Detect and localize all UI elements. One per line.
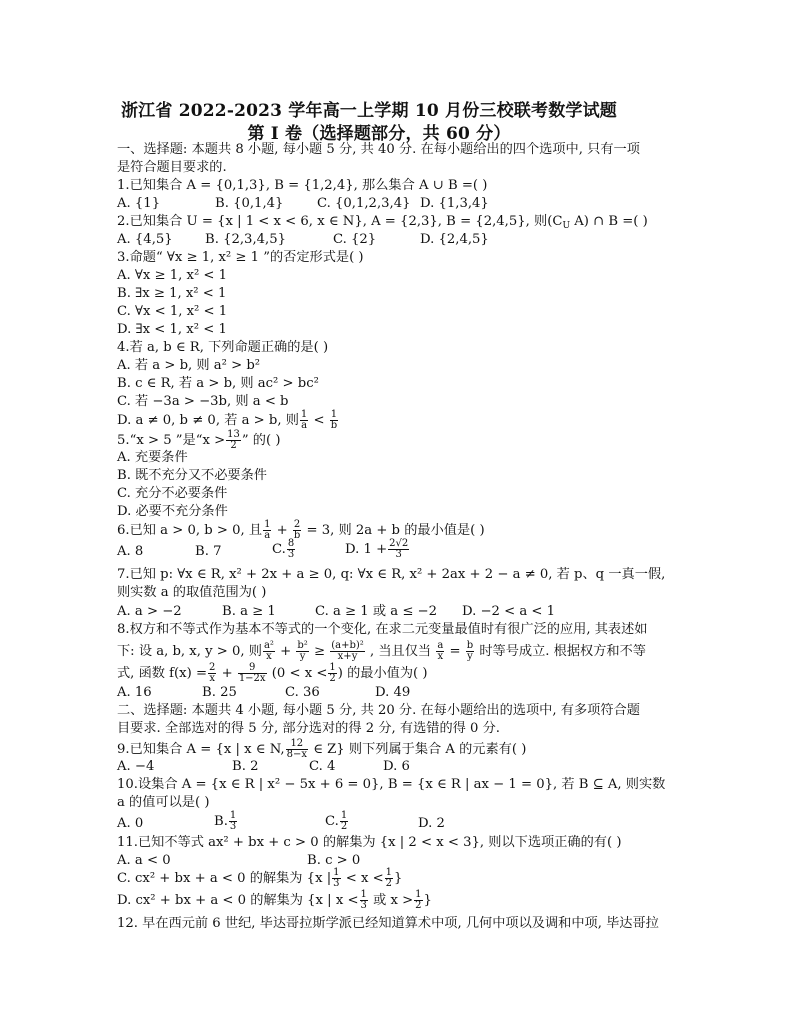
fraction xyxy=(263,520,271,541)
denominator: a xyxy=(264,530,271,541)
fraction xyxy=(414,890,422,911)
fraction xyxy=(466,641,474,662)
question-10-stem-line1: 10.设集合 A = {x ∈ R | x² − 5x + 6 = 0}, B = {x ∈ R | ax − 1 = 0}, 若 B ⊆ A, 则实数 xyxy=(117,777,666,792)
section2-intro-line1: 二、选择题: 本题共 4 小题, 每小题 5 分, 共 20 分. 在每小题给出的选项中, 有多项符合题 xyxy=(117,703,640,718)
fraction xyxy=(226,430,241,451)
fraction xyxy=(360,890,368,911)
numerator: 2 xyxy=(293,519,301,530)
option-text: } xyxy=(423,893,432,908)
option-d: D. −2 < a < 1 xyxy=(462,604,556,619)
complement-subscript: U xyxy=(562,221,571,231)
denominator: x+y xyxy=(337,651,358,662)
option-text: < x < xyxy=(341,871,384,886)
question-6-stem xyxy=(117,520,485,541)
fraction xyxy=(328,663,336,684)
question-6-options xyxy=(117,538,677,565)
denominator: b xyxy=(330,420,338,431)
option-text: C. xyxy=(272,542,286,557)
option-text: B. xyxy=(214,814,228,829)
stem-part: A) ∩ B =( ) xyxy=(570,214,648,229)
option-d: D. 49 xyxy=(375,685,411,700)
option-b: B. {2,3,4,5} xyxy=(205,232,286,247)
question-11-stem: 11.已知不等式 ax² + bx + c > 0 的解集为 {x | 2 < x < 3}, 则以下选项正确的有( ) xyxy=(117,835,622,850)
option-text: } xyxy=(394,871,403,886)
option-text: < xyxy=(309,413,329,428)
fraction xyxy=(229,811,237,832)
option-a: A. −4 xyxy=(117,759,155,774)
question-4-option-a: A. 若 a > b, 则 a² > b² xyxy=(117,358,261,373)
numerator: 1 xyxy=(229,810,237,821)
numerator: b xyxy=(466,640,474,651)
denominator: 2 xyxy=(329,673,336,684)
stem-part: 6.已知 a > 0, b > 0, 且 xyxy=(117,523,263,538)
section1-intro-line1: 一、选择题: 本题共 8 小题, 每小题 5 分, 共 40 分. 在每小题给出的四个选项中, 只有一项 xyxy=(117,142,640,157)
option-b: B. 2 xyxy=(232,759,259,774)
denominator: 3 xyxy=(229,821,237,832)
denominator: y xyxy=(467,651,473,662)
option-text: C. cx² + bx + a < 0 的解集为 {x | xyxy=(117,871,332,886)
stem-part: + xyxy=(272,523,292,538)
option-c: C. 4 xyxy=(309,759,336,774)
fraction xyxy=(385,868,393,889)
option-b: B. {0,1,4} xyxy=(215,196,284,211)
option-c xyxy=(325,811,349,832)
question-10-stem-line2: a 的值可以是( ) xyxy=(117,795,210,810)
option-b: B. 7 xyxy=(195,544,222,559)
numerator: 1 xyxy=(300,409,308,420)
option-text: D. a ≠ 0, b ≠ 0, 若 a > b, 则 xyxy=(117,413,299,428)
numerator: 8 xyxy=(287,538,295,549)
question-3-option-c: C. ∀x < 1, x² < 1 xyxy=(117,304,228,319)
option-d: D. {2,4,5} xyxy=(420,232,489,247)
numerator: 1 xyxy=(415,889,422,900)
option-text: 或 x > xyxy=(368,893,414,908)
option-a: A. a > −2 xyxy=(117,604,182,619)
numerator: a xyxy=(437,640,444,651)
stem-part: 下: 设 a, b, x, y > 0, 则 xyxy=(117,644,262,659)
stem-part: = xyxy=(445,644,465,659)
denominator: 2 xyxy=(385,878,393,889)
denominator: 8−x xyxy=(286,749,307,760)
section2-intro-line2: 目要求. 全部选对的得 5 分, 部分选对的得 2 分, 有选错的得 0 分. xyxy=(117,721,500,736)
question-3-stem: 3.命题“ ∀x ≥ 1, x² ≥ 1 ”的否定形式是( ) xyxy=(117,250,364,265)
denominator: 3 xyxy=(287,549,295,560)
exam-subtitle: 第 I 卷（选择题部分，共 60 分） xyxy=(247,124,511,144)
denominator: b xyxy=(293,530,301,541)
denominator: 2 xyxy=(340,821,348,832)
numerator: 1 xyxy=(264,519,271,530)
denominator: a xyxy=(301,420,308,431)
fraction xyxy=(238,663,267,684)
option-d: D. 6 xyxy=(383,759,410,774)
question-7-stem-line2: 则实数 a 的取值范围为( ) xyxy=(117,585,267,600)
denominator: 1−2x xyxy=(238,673,266,684)
fraction xyxy=(300,410,308,431)
fraction xyxy=(287,539,295,560)
question-3-option-d: D. ∃x < 1, x² < 1 xyxy=(117,322,227,337)
stem-part: ) 的最小值为( ) xyxy=(337,666,428,681)
question-9-stem xyxy=(117,739,526,760)
option-a: A. {4,5} xyxy=(117,232,173,247)
option-a: A. 0 xyxy=(117,816,144,831)
stem-part: ≥ xyxy=(309,644,330,659)
fraction xyxy=(296,641,308,662)
question-4-option-c: C. 若 −3a > −3b, 则 a < b xyxy=(117,394,289,409)
question-4-option-d xyxy=(117,410,339,431)
stem-part: (0 < x < xyxy=(267,666,328,681)
stem-part: ∈ Z} 则下列属于集合 A 的元素有( ) xyxy=(309,742,527,757)
section1-intro-line2: 是符合题目要求的. xyxy=(117,160,227,175)
question-5-option-c: C. 充分不必要条件 xyxy=(117,486,228,501)
fraction xyxy=(330,410,338,431)
option-b: B. 25 xyxy=(202,685,237,700)
denominator: 3 xyxy=(360,900,367,911)
stem-part: 2.已知集合 U = {x | 1 < x < 6, x ∈ N}, A = {2,3}, B = {2,4,5}, 则(C xyxy=(117,214,563,229)
stem-part: + xyxy=(275,644,296,659)
question-5-option-d: D. 必要不充分条件 xyxy=(117,504,228,519)
option-c: C. 36 xyxy=(285,685,320,700)
fraction xyxy=(330,641,365,662)
question-5-stem xyxy=(117,430,280,451)
question-3-option-b: B. ∃x ≥ 1, x² < 1 xyxy=(117,286,227,301)
question-7-stem-line1: 7.已知 p: ∀x ∈ R, x² + 2x + a ≥ 0, q: ∀x ∈ R, x² + 2ax + 2 − a ≠ 0, 若 p、q 一真一假, xyxy=(117,567,666,582)
option-b: B. a ≥ 1 xyxy=(222,604,276,619)
numerator: (a+b)² xyxy=(331,640,364,651)
option-b xyxy=(214,811,238,832)
option-text: D. 1 + xyxy=(345,542,388,557)
question-8-stem-line1: 8.权方和不等式作为基本不等式的一个变化, 在求二元变量最值时有很广泛的应用, 其表述如 xyxy=(117,622,648,637)
denominator: 2 xyxy=(230,440,237,451)
question-11-option-d xyxy=(117,890,432,911)
denominator: 2 xyxy=(415,900,422,911)
option-d: D. 2 xyxy=(418,816,445,831)
option-a: A. 16 xyxy=(117,685,152,700)
numerator: 1 xyxy=(360,889,367,900)
denominator: x xyxy=(437,651,444,662)
numerator: 9 xyxy=(238,663,267,674)
numerator: 1 xyxy=(340,810,348,821)
numerator: 2√2 xyxy=(389,538,409,549)
question-4-option-b: B. c ∈ R, 若 a > b, 则 ac² > bc² xyxy=(117,376,319,391)
fraction xyxy=(436,641,444,662)
stem-part: 5.“x > 5 ”是“x > xyxy=(117,433,226,448)
question-11-option-c xyxy=(117,868,402,889)
stem-part: = 3, 则 2a + b 的最小值是( ) xyxy=(302,523,485,538)
option-text: D. cx² + bx + a < 0 的解集为 {x | x < xyxy=(117,893,359,908)
question-5-option-b: B. 既不充分又不必要条件 xyxy=(117,468,267,483)
numerator: 12 xyxy=(286,739,308,750)
numerator: 2 xyxy=(209,662,216,673)
numerator: 1 xyxy=(385,867,393,878)
denominator: x xyxy=(266,651,272,662)
question-8-stem-line3 xyxy=(117,663,428,684)
question-2-stem xyxy=(117,213,648,235)
question-4-stem: 4.若 a, b ∈ R, 下列命题正确的是( ) xyxy=(117,340,329,355)
stem-part: 9.已知集合 A = {x | x ∈ N, xyxy=(117,742,285,757)
question-1-stem: 1.已知集合 A = {0,1,3}, B = {1,2,4}, 那么集合 A ∪ B =( ) xyxy=(117,178,488,193)
denominator: 3 xyxy=(395,549,402,560)
numerator: 13 xyxy=(227,429,240,440)
numerator: 1 xyxy=(329,662,336,673)
question-3-option-a: A. ∀x ≥ 1, x² < 1 xyxy=(117,268,228,283)
option-b: B. c > 0 xyxy=(307,853,361,868)
question-8-stem-line2 xyxy=(117,641,646,662)
fraction xyxy=(332,868,340,889)
denominator: y xyxy=(299,651,306,662)
numerator: 1 xyxy=(330,409,338,420)
option-c: C. {2} xyxy=(333,232,377,247)
option-a: A. {1} xyxy=(117,196,161,211)
question-5-option-a: A. 充要条件 xyxy=(117,450,188,465)
numerator: b² xyxy=(297,640,308,651)
option-a: A. 8 xyxy=(117,544,144,559)
fraction xyxy=(388,539,409,560)
option-c xyxy=(272,539,296,560)
fraction xyxy=(293,520,301,541)
denominator: 3 xyxy=(333,878,340,889)
option-c: C. a ≥ 1 或 a ≤ −2 xyxy=(315,604,437,619)
option-d xyxy=(345,539,410,560)
numerator: 1 xyxy=(333,867,340,878)
stem-part: 时等号成立. 根据权方和不等 xyxy=(475,644,646,659)
stem-part: , 当且仅当 xyxy=(365,644,436,659)
numerator: a² xyxy=(263,640,274,651)
stem-part: + xyxy=(217,666,237,681)
option-d: D. {1,3,4} xyxy=(420,196,489,211)
option-c: C. {0,1,2,3,4} xyxy=(317,196,411,211)
stem-part: 式, 函数 f(x) = xyxy=(117,666,207,681)
option-a: A. a < 0 xyxy=(117,853,171,868)
stem-part: ” 的( ) xyxy=(241,433,281,448)
exam-title: 浙江省 2022-2023 学年高一上学期 10 月份三校联考数学试题 xyxy=(120,101,617,121)
question-12-stem: 12. 早在西元前 6 世纪, 毕达哥拉斯学派已经知道算术中项, 几何中项以及调和中项, 毕达哥拉 xyxy=(117,916,659,931)
fraction xyxy=(286,739,308,760)
fraction xyxy=(208,663,216,684)
denominator: x xyxy=(209,673,215,684)
fraction xyxy=(263,641,275,662)
option-text: C. xyxy=(325,814,339,829)
fraction xyxy=(340,811,348,832)
